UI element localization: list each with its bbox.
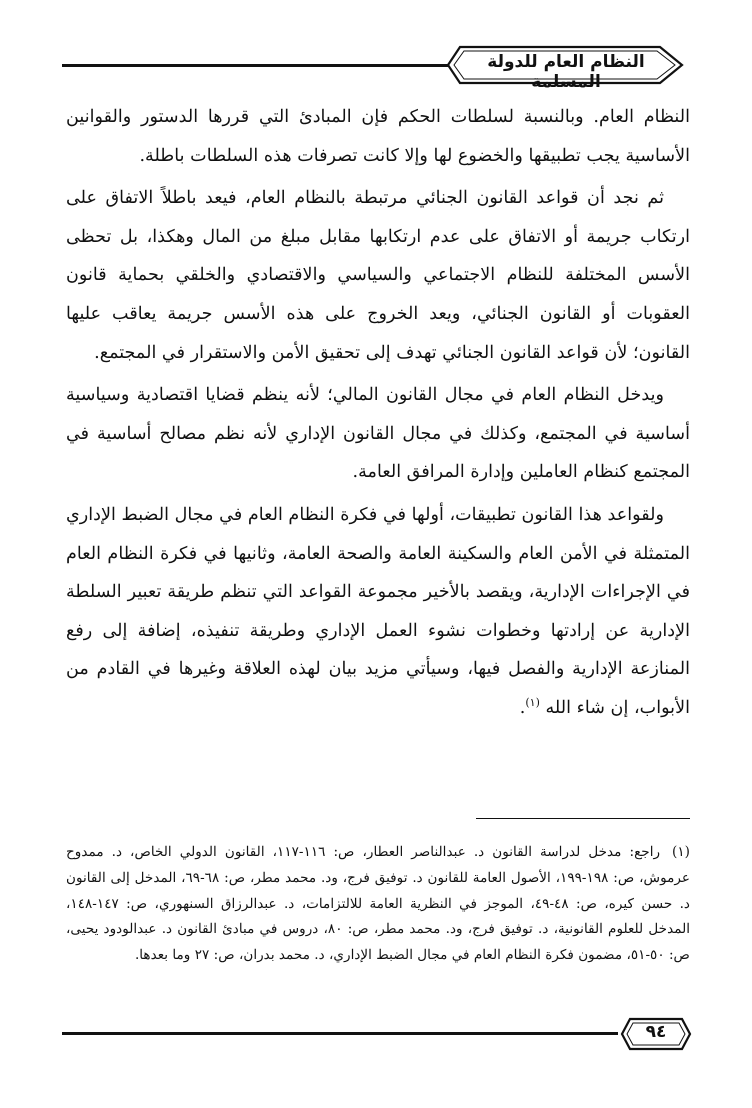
footnote-number: (١) <box>672 844 690 860</box>
header-title-banner <box>446 44 684 92</box>
paragraph: ثم نجد أن قواعد القانون الجنائي مرتبطة بالنظام العام، فيعد باطلاً الاتفاق على ارتكاب جريمة أو الاتفاق على عدم ارتكابها مقابل مبلغ من المال وهكذا، بل تحظى الأسس المختلفة للنظام الاجتماعي والسياسي والاقتصادي والخلقي بحماية قانون العقوبات أو القانون الجنائي، ويعد الخروج على هذه الأسس جريمة يعاقب عليها القانون؛ لأن قواعد القانون الجنائي تهدف إلى تحقيق الأمن والاستقرار في المجتمع. <box>66 188 690 363</box>
paragraph: ويدخل النظام العام في مجال القانون المالي؛ لأنه ينظم قضايا اقتصادية وسياسية أساسية في المجتمع، وكذلك في مجال القانون الإداري لأنه نظم مصالح أساسية في المجتمع كنظام العاملين وإدارة المرافق العامة. <box>66 385 690 483</box>
page-number-badge <box>620 1016 692 1052</box>
footnote-reference[interactable]: (١) <box>525 696 540 710</box>
header-rule <box>62 64 448 67</box>
footer-rule <box>62 1032 618 1035</box>
paragraph: النظام العام. وبالنسبة لسلطات الحكم فإن المبادئ التي قررها الدستور والقوانين الأساسية يجب تطبيقها والخضوع لها وإلا كانت تصرفات هذه السلطات باطلة. <box>66 107 690 166</box>
paragraph <box>66 496 690 728</box>
footnote-separator <box>476 818 690 819</box>
page-footer <box>62 1016 692 1052</box>
footnote <box>66 840 690 969</box>
paragraph-text: ولقواعد هذا القانون تطبيقات، أولها في فكرة النظام العام في مجال الضبط الإداري المتمثلة في الأمن العام والسكينة العامة والصحة العامة، وثانيها في فكرة النظام العام في الإجراءات الإدارية، ويقصد بالأخير مجموعة القواعد التي تنظم طريقة تعبير السلطة الإدارية عن إرادتها وخطوات نشوء العمل الإداري وطريقة تنفيذه، إضافة إلى رفع المنازعة الإدارية والفصل فيها، وسيأتي مزيد بيان لهذه العلاقة وغيرها في القادم من الأبواب، إن شاء الله <box>66 504 690 718</box>
main-text <box>66 98 690 732</box>
sentence-end: . <box>519 697 526 718</box>
running-header <box>62 44 684 92</box>
page-number: ٩٤ <box>645 1022 667 1042</box>
footnote-text: راجع: مدخل لدراسة القانون د. عبدالناصر العطار، ص: ١١٦-١١٧، القانون الدولي الخاص، د. ممدوح عرموش، ص: ١٩٨-١٩٩، الأصول العامة للقانون د. توفيق فرج، ود. محمد مطر، ص: ٦٨-٦٩، المدخل إلى القانون د. حسن كيره، ص: ٤٨-٤٩، الموجز في النظرية العامة للالتزامات، د. عبدالرزاق السنهوري، ص: ١٤٧-١٤٨، المدخل للعلوم القانونية، د. توفيق فرج، ود. محمد مطر، ص: ٨٠، دروس في مبادئ القانون د. عبدالودود يحيى، ص: ٥٠-٥١، مضمون فكرة النظام العام في مجال الضبط الإداري، د. محمد بدران، ص: ٢٧ وما بعدها. <box>66 844 690 964</box>
running-title: النظام العام للدولة المسلمة <box>487 52 645 92</box>
